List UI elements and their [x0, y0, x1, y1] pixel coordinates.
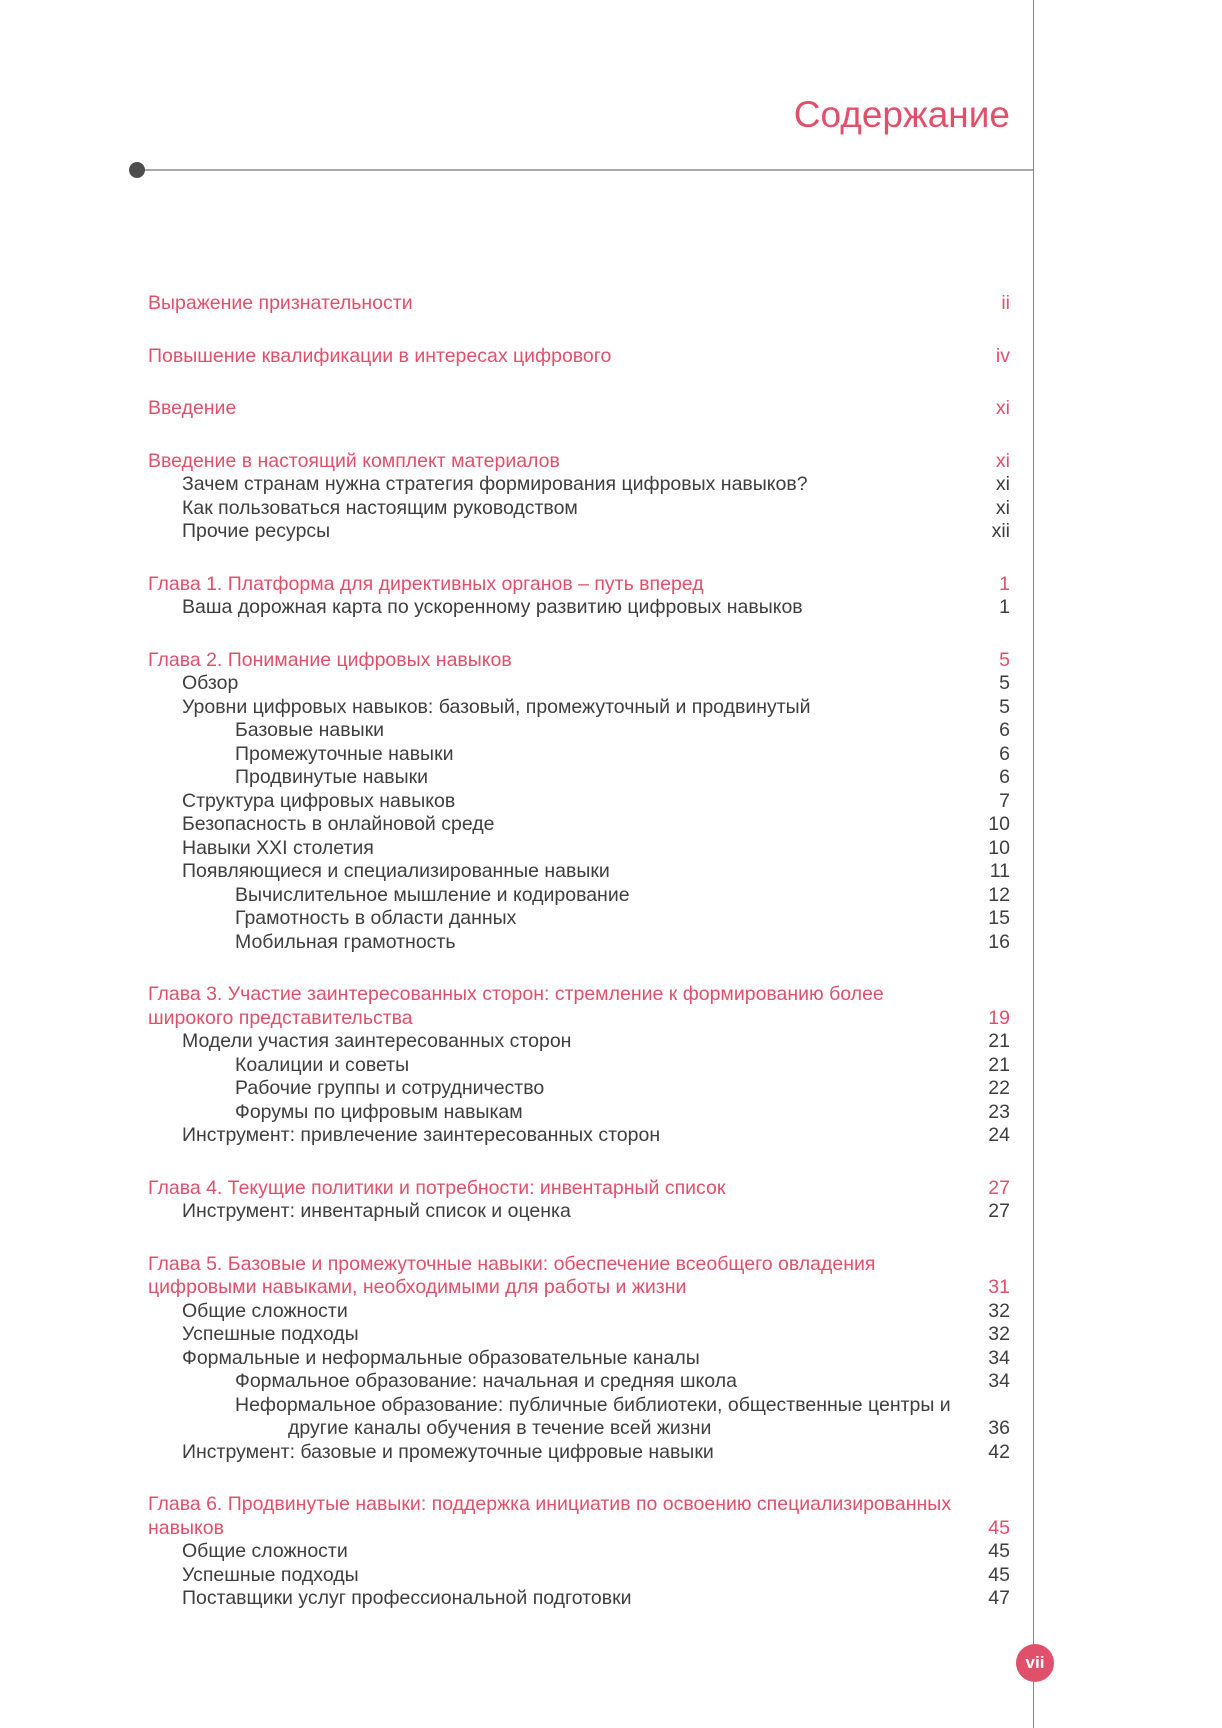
- toc-entry[interactable]: [148, 596, 1010, 620]
- toc-entry[interactable]: [148, 1253, 1010, 1300]
- toc-entry-page-number: xi: [995, 449, 1010, 472]
- toc-entry-label: Поставщики услуг профессиональной подготовки: [182, 1587, 632, 1609]
- toc-entry[interactable]: [148, 983, 1010, 1030]
- toc-entry-page-number: 6: [999, 719, 1010, 741]
- toc-entry[interactable]: [148, 1347, 1010, 1371]
- title-divider-dot-icon: [129, 162, 145, 178]
- toc-entry-page-number: 12: [988, 883, 1010, 906]
- toc-entry-page-number: 10: [988, 836, 1010, 859]
- toc-entry-page-number: 27: [988, 1176, 1010, 1199]
- toc-entry[interactable]: [148, 497, 1010, 521]
- toc-entry-page-number: 10: [988, 813, 1010, 835]
- toc-entry[interactable]: [148, 1101, 1010, 1125]
- toc-entry[interactable]: [148, 1054, 1010, 1078]
- toc-entry-label: Глава 5. Базовые и промежуточные навыки: обеспечение всеобщего овладения цифровыми навыками, необходимыми для работы и жизни: [148, 1252, 876, 1298]
- toc-entry-label: Введение: [148, 397, 237, 419]
- toc-entry-label: Базовые навыки: [235, 719, 385, 741]
- toc-entry-label: Инструмент: привлечение заинтересованных сторон: [182, 1124, 661, 1146]
- toc-entry-page-number: 5: [999, 695, 1010, 718]
- toc-entry-label: Мобильная грамотность: [235, 930, 456, 953]
- toc-entry-label: Глава 1. Платформа для директивных органов – путь вперед: [148, 572, 704, 595]
- toc-entry[interactable]: [148, 790, 1010, 814]
- toc-entry-label: Форумы по цифровым навыкам: [235, 1100, 523, 1123]
- toc-entry-page-number: ii: [1001, 292, 1010, 314]
- toc-entry-label: Зачем странам нужна стратегия формирования цифровых навыков?: [182, 473, 808, 495]
- toc-entry[interactable]: [148, 766, 1010, 790]
- toc-entry-page-number: 23: [988, 1100, 1010, 1123]
- toc-entry-page-number: 32: [988, 1299, 1010, 1322]
- toc-entry[interactable]: [148, 473, 1010, 497]
- toc-entry-page-number: 6: [999, 742, 1010, 765]
- toc-entry-page-number: 45: [988, 1540, 1010, 1562]
- toc-entry-label: Навыки XXI столетия: [182, 836, 374, 859]
- toc-entry-label: Введение в настоящий комплект материалов: [148, 449, 560, 472]
- toc-entry[interactable]: [148, 743, 1010, 767]
- toc-entry[interactable]: [148, 1493, 1010, 1540]
- toc-entry[interactable]: [148, 1200, 1010, 1224]
- toc-entry-label: Неформальное образование: публичные библиотеки, общественные центры и другие каналы обучения в течение всей жизни: [235, 1393, 951, 1439]
- toc-entry-label: Модели участия заинтересованных сторон: [182, 1030, 572, 1052]
- toc-entry-page-number: 11: [989, 860, 1010, 882]
- toc-entry-page-number: 1: [999, 572, 1010, 595]
- toc-entry[interactable]: [148, 907, 1010, 931]
- toc-entry-page-number: 5: [999, 672, 1010, 694]
- toc-entry[interactable]: [148, 1564, 1010, 1588]
- toc-entry-label: Грамотность в области данных: [235, 907, 517, 929]
- toc-entry-page-number: iv: [995, 344, 1010, 367]
- toc-entry[interactable]: [148, 1370, 1010, 1394]
- toc-entry-page-number: 5: [999, 648, 1010, 671]
- toc-entry[interactable]: [148, 884, 1010, 908]
- toc-entry[interactable]: [148, 345, 1010, 369]
- toc-entry[interactable]: [148, 573, 1010, 597]
- toc-entry-label: Рабочие группы и сотрудничество: [235, 1077, 545, 1099]
- toc-entry-page-number: 47: [988, 1587, 1010, 1609]
- toc-entry-label: Успешные подходы: [182, 1563, 359, 1586]
- toc-entry[interactable]: [148, 1124, 1010, 1148]
- toc-entry-page-number: 21: [988, 1053, 1010, 1076]
- toc-entry-page-number: xi: [995, 473, 1010, 495]
- toc-entry-label: Вычислительное мышление и кодирование: [235, 883, 630, 906]
- toc-entry-label: Появляющиеся и специализированные навыки: [182, 860, 610, 882]
- toc-entry-label: Промежуточные навыки: [235, 742, 454, 765]
- toc-entry-page-number: 22: [988, 1077, 1010, 1099]
- title-divider-rule: [137, 169, 1033, 171]
- toc-entry[interactable]: [148, 719, 1010, 743]
- toc-entry[interactable]: [148, 520, 1010, 544]
- toc-entry-page-number: 45: [988, 1516, 1010, 1539]
- toc-entry-page-number: 15: [988, 907, 1010, 929]
- toc-entry-label: Продвинутые навыки: [235, 766, 429, 788]
- toc-entry[interactable]: [148, 1441, 1010, 1465]
- page-margin-line: [1033, 0, 1034, 1728]
- toc-entry-label: Как пользоваться настоящим руководством: [182, 496, 578, 519]
- toc-entry[interactable]: [148, 813, 1010, 837]
- toc-entry[interactable]: [148, 672, 1010, 696]
- toc-entry-page-number: 34: [988, 1370, 1010, 1392]
- toc-entry[interactable]: [148, 1077, 1010, 1101]
- toc-entry-label: Коалиции и советы: [235, 1053, 410, 1076]
- toc-entry-label: Глава 6. Продвинутые навыки: поддержка инициатив по освоению специализированных навыков: [148, 1493, 952, 1539]
- toc-entry-label: Прочие ресурсы: [182, 520, 331, 542]
- toc-entry-page-number: xi: [995, 397, 1010, 419]
- toc-entry-page-number: 34: [988, 1346, 1010, 1369]
- toc-entry-label: Общие сложности: [182, 1540, 348, 1562]
- toc-entry-page-number: 7: [999, 789, 1010, 812]
- toc-entry-label: Выражение признательности: [148, 292, 413, 314]
- toc-entry-label: Общие сложности: [182, 1299, 348, 1322]
- toc-entry-page-number: 27: [988, 1200, 1010, 1222]
- toc-entry[interactable]: [148, 860, 1010, 884]
- toc-entry-label: Ваша дорожная карта по ускоренному развитию цифровых навыков: [182, 596, 803, 618]
- toc-entry[interactable]: [148, 397, 1010, 421]
- page-title: Содержание: [793, 94, 1010, 135]
- toc-entry[interactable]: [148, 1394, 1010, 1441]
- toc-entry-label: Уровни цифровых навыков: базовый, промежуточный и продвинутый: [182, 695, 811, 718]
- toc-entry-page-number: 24: [988, 1124, 1010, 1146]
- toc-entry-page-number: 6: [999, 766, 1010, 788]
- toc-entry[interactable]: [148, 1540, 1010, 1564]
- toc-entry[interactable]: [148, 649, 1010, 673]
- toc-entry[interactable]: [148, 931, 1010, 955]
- toc-entry-page-number: 21: [988, 1030, 1010, 1052]
- toc-entry[interactable]: [148, 1323, 1010, 1347]
- page-number-badge: vii: [1016, 1644, 1054, 1682]
- toc-entry-page-number: 45: [988, 1563, 1010, 1586]
- toc-entry-page-number: 32: [988, 1323, 1010, 1345]
- toc-entry-label: Инструмент: базовые и промежуточные цифровые навыки: [182, 1440, 714, 1463]
- toc-entry-page-number: xi: [995, 496, 1010, 519]
- toc-entry-label: Формальные и неформальные образовательные каналы: [182, 1346, 700, 1369]
- toc-entry[interactable]: [148, 696, 1010, 720]
- toc-entry[interactable]: [148, 292, 1010, 316]
- toc-entry[interactable]: [148, 450, 1010, 474]
- toc-entry-label: Инструмент: инвентарный список и оценка: [182, 1200, 571, 1222]
- toc-entry[interactable]: [148, 1177, 1010, 1201]
- toc-entry-label: Глава 4. Текущие политики и потребности: инвентарный список: [148, 1176, 726, 1199]
- toc-entry[interactable]: [148, 1030, 1010, 1054]
- toc-entry-page-number: 16: [988, 930, 1010, 953]
- toc-list: [148, 263, 1010, 1611]
- toc-entry-page-number: 1: [999, 596, 1010, 618]
- toc-entry[interactable]: [148, 837, 1010, 861]
- toc-entry-page-number: 36: [988, 1417, 1010, 1439]
- toc-entry-label: Формальное образование: начальная и средняя школа: [235, 1370, 737, 1392]
- toc-entry-label: Глава 3. Участие заинтересованных сторон: стремление к формированию более широкого представительства: [148, 983, 884, 1029]
- toc-entry-page-number: xii: [991, 520, 1010, 542]
- toc-entry-label: Обзор: [182, 672, 239, 694]
- toc-entry-label: Повышение квалификации в интересах цифрового: [148, 344, 612, 367]
- toc-entry-page-number: 42: [988, 1440, 1010, 1463]
- toc-entry[interactable]: [148, 1300, 1010, 1324]
- toc-entry-label: Безопасность в онлайновой среде: [182, 813, 495, 835]
- toc-entry-label: Успешные подходы: [182, 1323, 359, 1345]
- toc-entry[interactable]: [148, 1587, 1010, 1611]
- toc-entry-page-number: 19: [988, 1006, 1010, 1029]
- toc-entry-label: Глава 2. Понимание цифровых навыков: [148, 648, 512, 671]
- toc-entry-label: Структура цифровых навыков: [182, 789, 456, 812]
- toc-entry-page-number: 31: [988, 1276, 1010, 1298]
